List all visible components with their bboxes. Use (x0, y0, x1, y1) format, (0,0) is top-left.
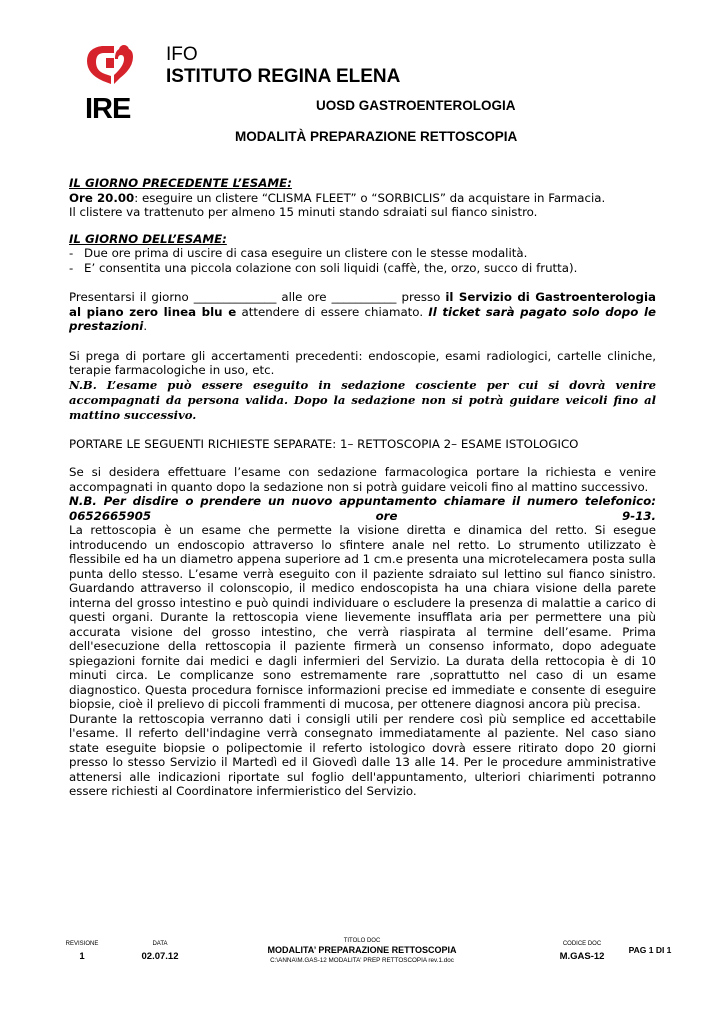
list-item: - E’ consentita una piccola colazione con soli liquidi (caffè, the, orzo, succo di frutta). (69, 261, 656, 276)
page-number: PAG 1 DI 1 (628, 945, 672, 955)
description-paragraph: La rettoscopia è un esame che permette la visione diretta e dinamica del retto. Si esegue introducendo un endoscopio attraverso lo sfintere anale nel retto. Lo strumento utilizzato è flessibile ed ha un diametro appena superiore ad 1 cm.e presenta una microtelecamera posta sulla punta dello stesso. L’esame verrà eseguito con il paziente sdraiato sul lettino sul fianco sinistro. Guardando attraverso il colonscopio, il medico endoscopista ha una chiara visione della parete interna del grosso intestino e può quindi individuare o escludere la presenza di malattie a carico di questi organi. Durante la rettoscopia viene lievemente insufflata aria per permettere una più accurata visione del grosso intestino, che verrà riaspirata al termine dell’esame. Prima dell'esecuzione della rettoscopia il paziente firmerà un consenso informato, dopo adeguate spiegazioni fornite dai medici e dagli infermieri del Servizio. La durata della rettocopia è di 10 minuti circa. Le complicanze sono estremamente rare ,soprattutto nel caso di un esame diagnostico. Questa procedura fornisce informazioni precise ed immediate e consente di eseguire biopsie, cioè il prelievo di piccoli frammenti di mucosa, per ottenere diagnosi ancora più precisa. (69, 523, 656, 711)
results-paragraph: Durante la rettoscopia verranno dati i consigli utili per rendere così più semplice ed accettabile l'esame. Il referto dell'indagine verrà consegnato immediatamente al paziente. Nel caso siano state eseguite biopsie o polipectomie il referto istologico dovrà essere ritirato dopo 20 giorni presso lo stesso Servizio il Martedì ed il Giovedì dalle 13 alle 14. Per le procedure amministrative attenersi alle indicazioni riportate sul foglio dell'appuntamento, ulteriori chiarimenti potranno essere richiesti al Coordinatore infermieristico del Servizio. (69, 711, 656, 798)
appointment-location: il Servizio di Gastroenterologia al piano zero linea blu e (69, 290, 656, 319)
institute-name: ISTITUTO REGINA ELENA (166, 66, 401, 87)
footer-title: MODALITA’ PREPARAZIONE RETTOSCOPIA (267, 945, 457, 955)
day-before-instruction (69, 191, 656, 206)
cancel-note (69, 494, 656, 523)
institute-short-name: IFO (166, 44, 198, 65)
document-title: MODALITÀ PREPARAZIONE RETTOSCOPIA (235, 129, 518, 144)
sedation-note: N.B. L’esame può essere eseguito in sedazione cosciente per cui si dovrà venire accompagnati da persona valida. Dopo la sedazione non si potrà guidare veicoli fino al mattino successivo. (69, 377, 656, 422)
appointment-text-2: attendere di essere chiamato. (236, 304, 429, 319)
title-label: TITOLO DOC (343, 938, 381, 944)
appointment-text: Presentarsi il giorno ______________ alle ore ___________ presso (69, 290, 446, 304)
exam-day-list (69, 246, 656, 275)
document-footer (0, 936, 724, 976)
requests-line: PORTARE LE SEGUENTI RICHIESTE SEPARATE: 1– RETTOSCOPIA 2– ESAME ISTOLOGICO (69, 436, 579, 451)
logo-text: IRE (85, 93, 131, 125)
file-path: C:\ANNA\M.GAS-12 MODALITA' PREP RETTOSCOPIA rev.1.doc (270, 957, 454, 964)
exam-day-heading: IL GIORNO DELL’ESAME: (69, 231, 227, 246)
cancel-note-end: . (651, 508, 656, 523)
unit-name: UOSD GASTROENTEROLOGIA (316, 98, 516, 113)
ticket-note: Il ticket sarà pagato solo dopo le prestazioni (69, 304, 656, 333)
day-before-time: Ore 20.00 (69, 190, 135, 205)
document-body (69, 176, 656, 799)
list-item: - Due ore prima di uscire di casa eseguire un clistere con le stesse modalità. (69, 246, 656, 261)
bring-documents-paragraph: Si prega di portare gli accertamenti precedenti: endoscopie, esami radiologici, cartelle cliniche, terapie farmacologiche in uso, etc. (69, 348, 656, 377)
appointment-paragraph (69, 290, 656, 334)
day-before-note: Il clistere va trattenuto per almeno 15 minuti stando sdraiati sul fianco sinistro. (69, 205, 538, 219)
cancel-note-text: N.B. Per disdire o prendere un nuovo appuntamento chiamare il numero telefonico: 0652665905 ore 9-13 (69, 494, 656, 523)
revision-label: REVISIONE (65, 941, 99, 947)
day-before-heading: IL GIORNO PRECEDENTE L’ESAME: (69, 176, 292, 190)
revision-value: 1 (79, 951, 85, 962)
code-label: CODICE DOC (562, 941, 602, 947)
ire-logo (84, 44, 138, 124)
appointment-end: . (143, 319, 148, 333)
sedation-request-paragraph: Se si desidera effettuare l’esame con sedazione farmacologica portare la richiesta e venire accompagnati in quanto dopo la sedazione non si potrà guidare veicoli fino al mattino successivo. (69, 465, 656, 494)
date-label: DATA (152, 941, 168, 947)
date-value: 02.07.12 (141, 951, 179, 962)
day-before-instruction-text: : eseguire un clistere “CLISMA FLEET” o “SORBICLIS” da acquistare in Farmacia. (134, 190, 606, 205)
code-value: M.GAS-12 (559, 951, 605, 962)
heart-logo-icon (84, 44, 138, 94)
